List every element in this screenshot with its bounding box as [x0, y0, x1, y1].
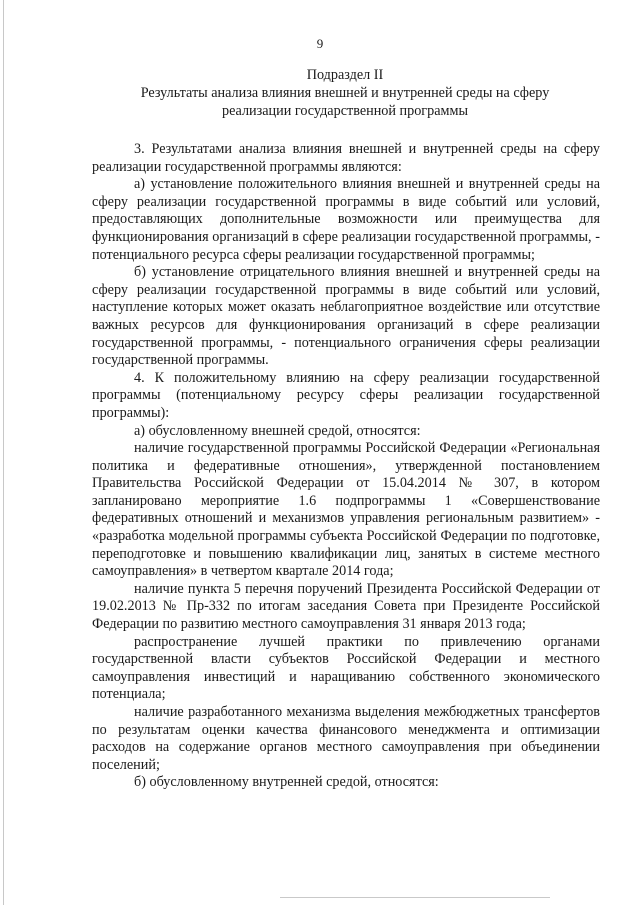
list-item-state-program: наличие государственной программы Российской Федерации «Региональная политика и федеративные отношения», утвержденной постановлением Правительства Российской Федерации от 15.04.2014 № 307, в котором запланировано мероприятие 1.6 подпрограммы 1 «Совершенствование федеративных отношений и механизмов управления региональным развитием» - «разработка модельной программы субъекта Российской Федерации по подготовке, переподготовке и повышению квалификации лиц, занятых в системе местного самоуправления» в четвертом квартале 2014 года;: [92, 440, 600, 580]
subsection-title: Подраздел II: [306, 67, 384, 83]
paragraph-3a: а) установление положительного влияния внешней и внутренней среды на сферу реализации государственной программы в виде событий или условий, предоставляющих дополнительные возможности или преимущества для функционирования организаций в сфере реализации государственной программы, - потенциального ресурса сферы реализации государственной программы;: [92, 176, 600, 263]
paragraph-3: 3. Результатами анализа влияния внешней и внутренней среды на сферу реализации государственной программы являются:: [92, 141, 600, 175]
page-left-edge: [3, 0, 4, 905]
section-title-line-1: Результаты анализа влияния внешней и внутренней среды на сферу: [140, 85, 550, 101]
page-number: 9: [316, 36, 324, 51]
footer-rule: [280, 897, 550, 898]
paragraph-3b: б) установление отрицательного влияния внешней и внутренней среды на сферу реализации государственной программы в виде событий или условий, наступление которых может оказать неблагоприятное воздействие или отсутствие важных ресурсов для функционирования организаций в сфере реализации государственной программы, - потенциального ограничения сферы реализации государственной программы.: [92, 264, 600, 369]
list-item-best-practice: распространение лучшей практики по привлечению органами государственной власти субъектов Российской Федерации и местного самоуправления инвестиций и наращиванию собственного экономического потенциала;: [92, 633, 600, 703]
document-body: [92, 141, 600, 792]
list-item-transfer-mechanism: наличие разработанного механизма выделения межбюджетных трансфертов по результатам оценки качества финансового менеджмента и оптимизации расходов на содержание органов местного самоуправления при объединении поселений;: [92, 704, 600, 773]
section-heading: [90, 66, 600, 120]
list-item-presidential-order: наличие пункта 5 перечня поручений Президента Российской Федерации от 19.02.2013 № Пр-332 по итогам заседания Совета при Президенте Российской Федерации по развитию местного самоуправления 31 января 2013 года;: [92, 580, 600, 633]
paragraph-4a: а) обусловленному внешней средой, относятся:: [134, 422, 421, 439]
paragraph-4b: б) обусловленному внутренней средой, относятся:: [134, 774, 439, 791]
section-title-line-2: реализации государственной программы: [221, 103, 469, 119]
paragraph-4: 4. К положительному влиянию на сферу реализации государственной программы (потенциальному ресурсу сферы реализации государственной программы):: [92, 369, 600, 421]
